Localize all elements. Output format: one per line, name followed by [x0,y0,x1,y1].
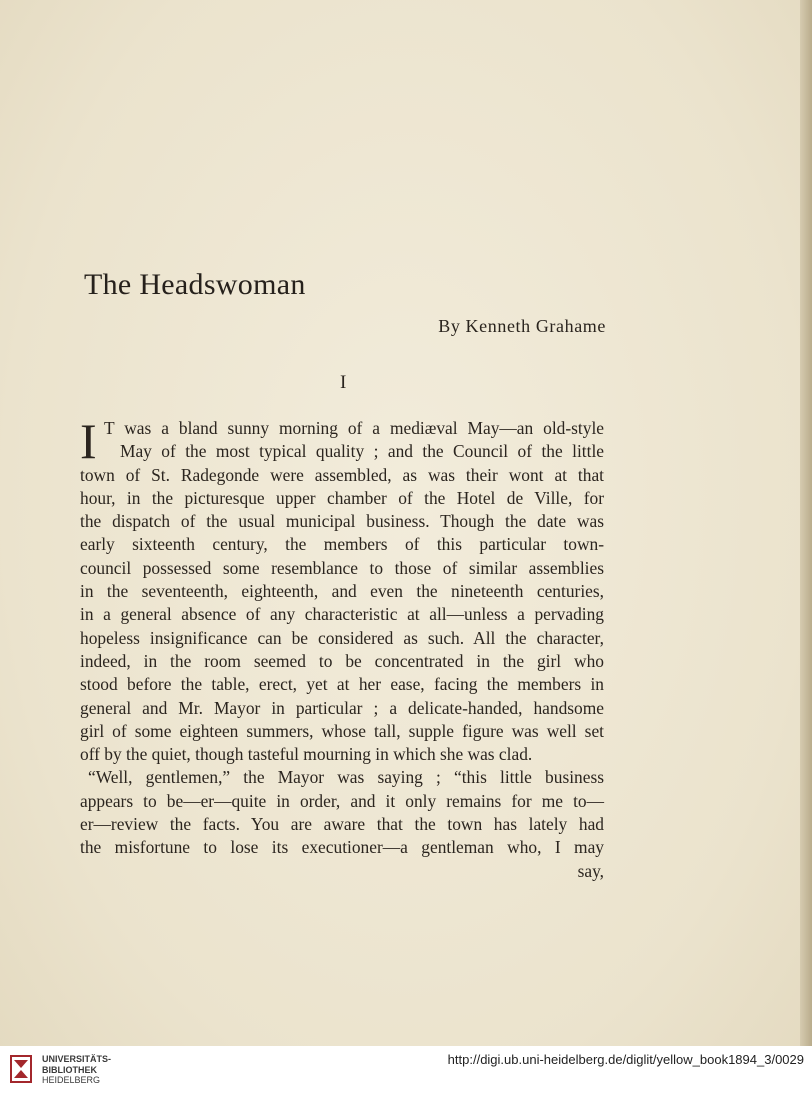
text-line: T was a bland sunny morning of a mediæval May—an old-style [104,418,604,438]
text-line: the dispatch of the usual municipal business. Though the date was [80,511,604,532]
permalink-url[interactable]: http://digi.ub.uni-heidelberg.de/diglit/yellow_book1894_3/0029 [447,1052,804,1067]
text-line: stood before the table, erect, yet at her ease, facing the members in [80,674,604,695]
library-name-line: BIBLIOTHEK [42,1064,97,1075]
text-line: town of St. Radegonde were assembled, as was their wont at that [80,464,604,485]
section-number: I [340,372,347,393]
text-line: appears to be—er—quite in order, and it only remains for me to— [80,790,604,811]
text-line: er—review the facts. You are aware that the town has lately had [80,814,604,835]
story-title: The Headswoman [84,268,306,301]
text-line: general and Mr. Mayor in particular ; a delicate-handed, handsome [80,697,604,718]
text-line: in a general absence of any characteristic at all—unless a pervading [80,604,604,625]
text-line: “Well, gentlemen,” the Mayor was saying ; “this little business [88,767,604,788]
catchword: say, [577,860,604,881]
text-line: girl of some eighteen summers, whose tall, supple figure was well set [80,720,604,741]
library-logo-icon [10,1054,32,1084]
text-line: the misfortune to lose its executioner—a gentleman who, I may [80,837,604,858]
author-byline: By Kenneth Grahame [438,316,606,336]
text-line: hopeless insignificance can be considered as such. All the character, [80,627,604,648]
text-line: off by the quiet, though tasteful mourning in which she was clad. [80,744,533,765]
drop-cap: I [80,413,97,469]
page-edge [800,0,812,1046]
library-name-line: HEIDELBERG [42,1075,101,1085]
text-line: council possessed some resemblance to those of similar assemblies [80,557,604,578]
text-line: early sixteenth century, the members of this particular town- [80,534,604,555]
library-name [42,1054,111,1086]
text-line: in the seventeenth, eighteenth, and even the nineteenth centuries, [80,581,604,602]
text-line: May of the most typical quality ; and the Council of the little [120,441,604,462]
text-line: indeed, in the room seemed to be concentrated in the girl who [80,650,604,671]
library-name-line: UNIVERSITÄTS- [42,1054,112,1064]
body-text [80,413,604,883]
text-line: hour, in the picturesque upper chamber of the Hotel de Ville, for [80,487,604,508]
